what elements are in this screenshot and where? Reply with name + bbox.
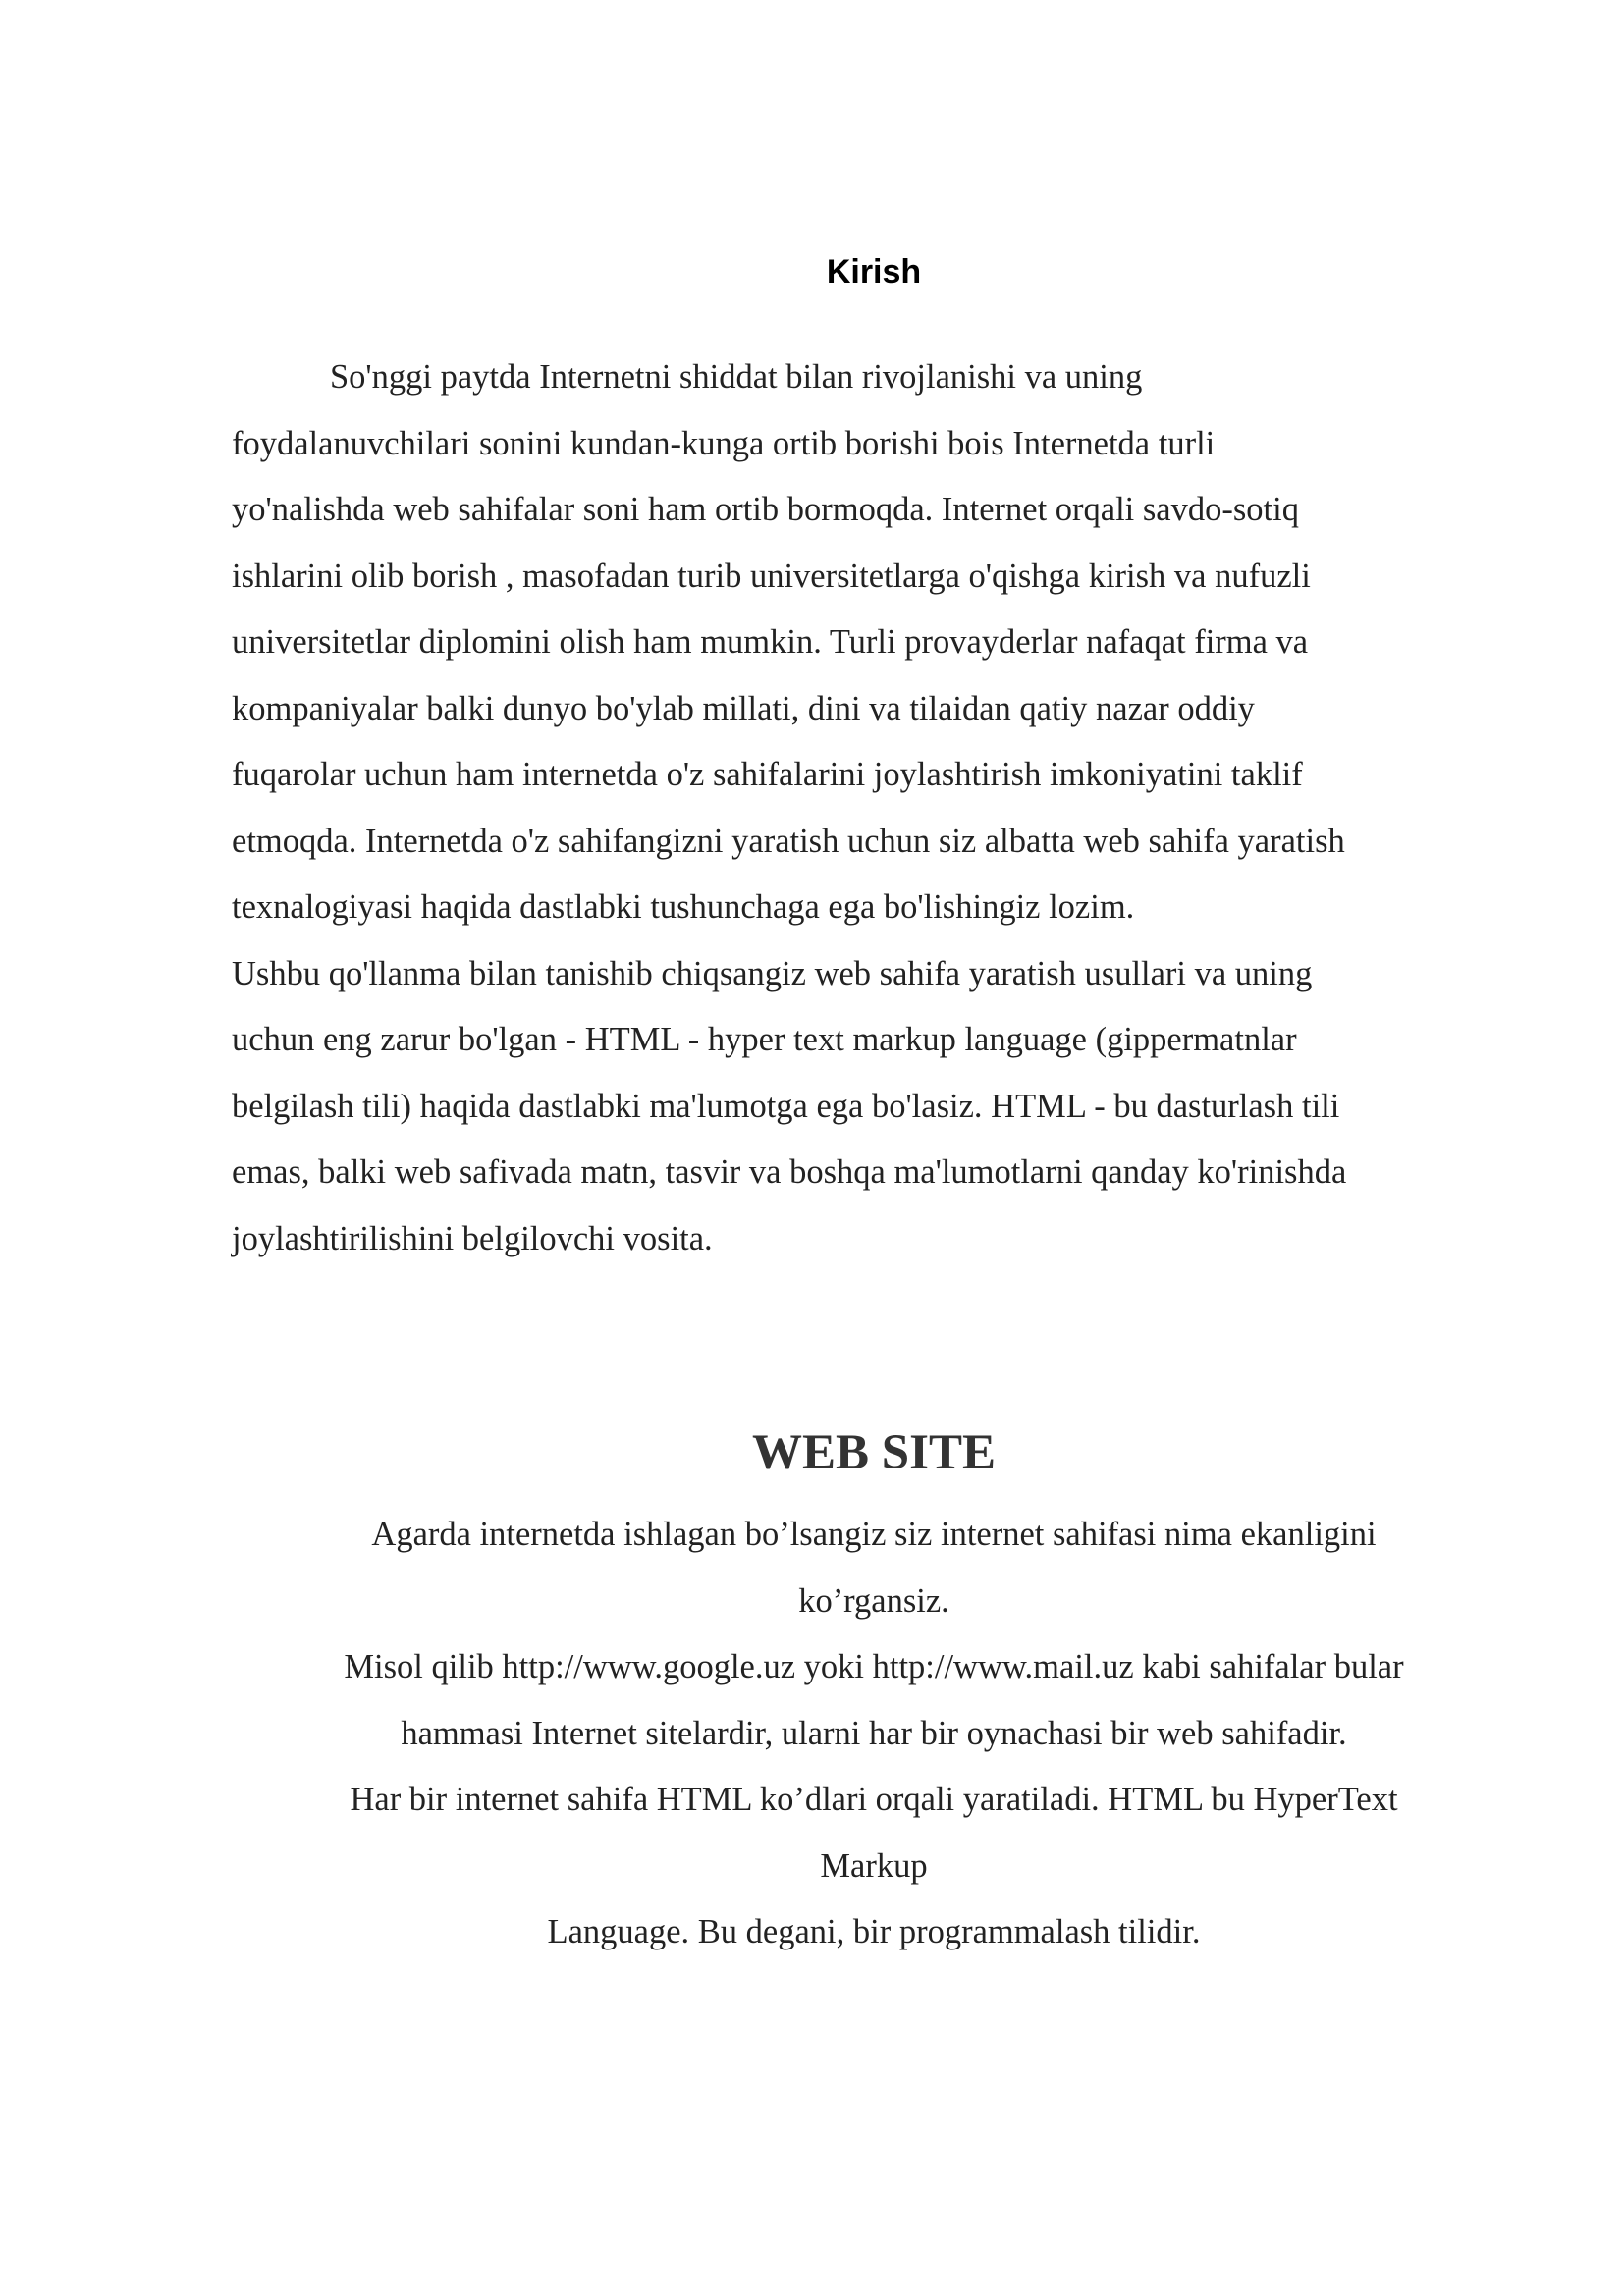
intro-line: uchun eng zarur bo'lgan - HTML - hyper text markup language (gippermatnlar [232, 1021, 1297, 1058]
web-line: Har bir internet sahifa HTML ko’dlari orqali yaratiladi. HTML bu HyperText [350, 1781, 1398, 1818]
web-line: ko’rgansiz. [798, 1581, 949, 1620]
intro-line: ishlarini olib borish , masofadan turib universitetlarga o'qishga kirish va nufuzli [232, 557, 1311, 595]
section-heading-web-site: WEB SITE [751, 1425, 997, 1480]
intro-paragraph [232, 345, 1508, 1272]
intro-line: belgilash tili) haqida dastlabki ma'lumotga ega bo'lasiz. HTML - bu dasturlash tili [232, 1087, 1340, 1125]
web-line: hammasi Internet sitelardir, ularni har bir oynachasi bir web sahifadir. [401, 1714, 1347, 1752]
web-line: Markup [820, 1846, 928, 1885]
intro-line: kompaniyalar balki dunyo bo'ylab millati, dini va tilaidan qatiy nazar oddiy [232, 689, 1255, 727]
intro-line: etmoqda. Internetda o'z sahifangizni yaratish uchun siz albatta web sahifa yaratish [232, 822, 1345, 860]
web-site-paragraph [232, 1502, 1516, 1966]
intro-line: So'nggi paytda Internetni shiddat bilan rivojlanishi va uning [330, 358, 1143, 396]
intro-line: yo'nalishda web sahifalar soni ham ortib bormoqda. Internet orqali savdo-sotiq [232, 491, 1299, 528]
intro-line: emas, balki web safivada matn, tasvir va boshqa ma'lumotlarni qanday ko'rinishda [232, 1153, 1347, 1191]
section-heading-kirish: Kirish [826, 253, 922, 291]
web-line: Misol qilib http://www.google.uz yoki http://www.mail.uz kabi sahifalar bular [344, 1648, 1404, 1685]
web-line: Language. Bu degani, bir programmalash tilidir. [547, 1913, 1201, 1950]
intro-line: Ushbu qo'llanma bilan tanishib chiqsangiz web sahifa yaratish usullari va uning [232, 954, 1313, 992]
intro-line: universitetlar diplomini olish ham mumkin. Turli provayderlar nafaqat firma va [232, 623, 1309, 661]
intro-line: fuqarolar uchun ham internetda o'z sahifalarini joylashtirish imkoniyatini taklif [232, 756, 1303, 793]
intro-line: texnalogiyasi haqida dastlabki tushunchaga ega bo'lishingiz lozim. [232, 888, 1135, 926]
intro-line: joylashtirilishini belgilovchi vosita. [232, 1219, 713, 1257]
web-line: Agarda internetda ishlagan bo’lsangiz siz internet sahifasi nima ekanligini [371, 1516, 1377, 1553]
intro-line: foydalanuvchilari sonini kundan-kunga ortib borishi bois Internetda turli [232, 424, 1216, 462]
